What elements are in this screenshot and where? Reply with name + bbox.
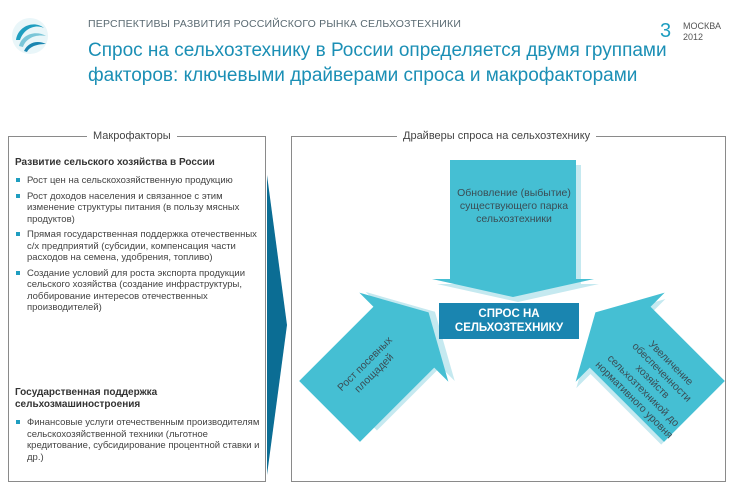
list-item: Рост цен на сельскохозяйственную продукцию [15, 175, 261, 187]
slide-title: Спрос на сельхозтехнику в России определяется двумя группами факторов: ключевыми драйверами спроса и макрофакторами [88, 40, 667, 86]
top-driver-arrow [432, 160, 594, 297]
list-item: Прямая государственная поддержка отечественных с/х предприятий (субсидии, компенсация части расходов на семена, удобрения, топливо) [15, 229, 261, 264]
list-item: Финансовые услуги отечественным производителям сельскохозяйственной техники (льготное кредитование, субсидирование процентной ставки и др.) [15, 417, 261, 463]
header-subtitle: ПЕРСПЕКТИВЫ РАЗВИТИЯ РОССИЙСКОГО РЫНКА СЕЛЬХОЗТЕХНИКИ [88, 18, 462, 30]
macrofactors-heading: Макрофакторы [87, 129, 177, 143]
page-number: 3 [660, 20, 672, 42]
section-agriculture-title: Развитие сельского хозяйства в России [15, 157, 215, 168]
right-driver-label: Увеличение обеспеченности хозяйств сельхозтехникой до нормативного уровня [592, 338, 696, 442]
city-label: МОСКВА [683, 21, 721, 31]
list-item: Создание условий для роста экспорта продукции сельского хозяйства (создание инфраструктуры, лоббирование интересов отечественных производителей) [15, 268, 261, 314]
drivers-heading: Драйверы спроса на сельхозтехнику [397, 129, 596, 143]
left-driver-label: Рост посевных площадей [335, 334, 397, 396]
demand-center-box: СПРОС НА СЕЛЬХОЗТЕХНИКУ [439, 303, 579, 339]
list-item: Рост доходов населения и связанное с этим изменение структуры питания (в пользу мясных продуктов) [15, 191, 261, 226]
divider-arrow [267, 175, 287, 475]
top-driver-label: Обновление (выбытие) существующего парка сельхозтехники [457, 187, 571, 225]
year-label: 2012 [683, 32, 704, 42]
section-state-support-title: Государственная поддержка сельхозмашиностроения [15, 387, 158, 410]
